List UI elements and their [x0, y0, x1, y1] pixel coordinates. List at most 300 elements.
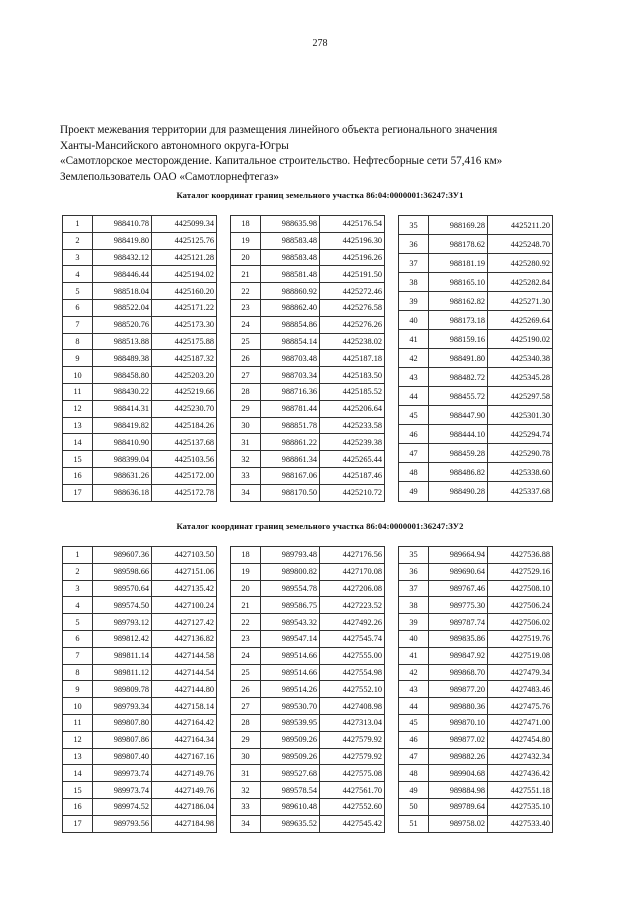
table-row: [399, 254, 553, 273]
point-number: 2: [63, 232, 93, 249]
y-coordinate: 4425185.52: [320, 383, 385, 400]
x-coordinate: 988173.18: [429, 311, 488, 330]
table-row: [231, 782, 385, 799]
table-row: [231, 417, 385, 434]
y-coordinate: 4425183.50: [320, 367, 385, 384]
table-row: [399, 406, 553, 425]
x-coordinate: 988432.12: [93, 249, 152, 266]
y-coordinate: 4425196.30: [320, 232, 385, 249]
point-number: 49: [399, 782, 429, 799]
point-number: 32: [231, 782, 261, 799]
point-number: 8: [63, 333, 93, 350]
coordinate-table: [230, 546, 385, 833]
coordinate-table: [62, 546, 217, 833]
point-number: 45: [399, 714, 429, 731]
table-row: [399, 368, 553, 387]
y-coordinate: 4427483.46: [488, 681, 553, 698]
table-row: [63, 367, 217, 384]
table-row: [399, 664, 553, 681]
x-coordinate: 989578.54: [261, 782, 320, 799]
table-row: [63, 333, 217, 350]
point-number: 45: [399, 406, 429, 425]
table-row: [399, 425, 553, 444]
y-coordinate: 4425248.70: [488, 235, 553, 254]
point-number: 48: [399, 463, 429, 482]
table-row: [63, 815, 217, 832]
y-coordinate: 4425099.34: [152, 216, 217, 233]
catalog-1-tables: [62, 215, 553, 502]
table-row: [399, 547, 553, 564]
table-row: [399, 731, 553, 748]
table-row: [399, 614, 553, 631]
y-coordinate: 4425340.38: [488, 349, 553, 368]
table-row: [231, 383, 385, 400]
x-coordinate: 988162.82: [429, 292, 488, 311]
point-number: 31: [231, 765, 261, 782]
table-row: [231, 664, 385, 681]
catalog-2-title: Каталог координат границ земельного участка 86:04:0000001:36247:ЗУ2: [176, 521, 464, 531]
table-row: [231, 597, 385, 614]
point-number: 10: [63, 367, 93, 384]
x-coordinate: 988170.50: [261, 484, 320, 501]
x-coordinate: 989547.14: [261, 630, 320, 647]
point-number: 25: [231, 333, 261, 350]
point-number: 39: [399, 292, 429, 311]
y-coordinate: 4425206.64: [320, 400, 385, 417]
table-row: [399, 349, 553, 368]
x-coordinate: 988419.80: [93, 232, 152, 249]
x-coordinate: 989811.14: [93, 647, 152, 664]
y-coordinate: 4427575.08: [320, 765, 385, 782]
table-row: [63, 765, 217, 782]
x-coordinate: 989904.68: [429, 765, 488, 782]
y-coordinate: 4427206.08: [320, 580, 385, 597]
x-coordinate: 988635.98: [261, 216, 320, 233]
point-number: 21: [231, 597, 261, 614]
table-row: [63, 451, 217, 468]
x-coordinate: 988490.28: [429, 482, 488, 501]
x-coordinate: 988636.18: [93, 484, 152, 501]
point-number: 38: [399, 273, 429, 292]
point-number: 35: [399, 216, 429, 235]
coordinate-table: [230, 215, 385, 502]
x-coordinate: 988430.22: [93, 383, 152, 400]
table-row: [63, 614, 217, 631]
x-coordinate: 989870.10: [429, 714, 488, 731]
coordinate-table: [62, 215, 217, 502]
point-number: 14: [63, 434, 93, 451]
point-number: 6: [63, 299, 93, 316]
x-coordinate: 988455.72: [429, 387, 488, 406]
y-coordinate: 4425272.46: [320, 283, 385, 300]
x-coordinate: 989610.48: [261, 798, 320, 815]
y-coordinate: 4427519.08: [488, 647, 553, 664]
y-coordinate: 4425265.44: [320, 451, 385, 468]
point-number: 13: [63, 417, 93, 434]
table-row: [63, 249, 217, 266]
x-coordinate: 988410.78: [93, 216, 152, 233]
table-row: [63, 698, 217, 715]
header-line-2: Ханты-Мансийского автономного округа-Югры: [60, 139, 289, 152]
y-coordinate: 4427313.04: [320, 714, 385, 731]
header-line-1: Проект межевания территории для размещения линейного объекта регионального значения: [60, 124, 498, 136]
point-number: 26: [231, 350, 261, 367]
y-coordinate: 4427164.42: [152, 714, 217, 731]
table-row: [231, 547, 385, 564]
point-number: 34: [231, 484, 261, 501]
x-coordinate: 988414.31: [93, 400, 152, 417]
x-coordinate: 989807.40: [93, 748, 152, 765]
y-coordinate: 4425187.32: [152, 350, 217, 367]
point-number: 19: [231, 232, 261, 249]
y-coordinate: 4425194.02: [152, 266, 217, 283]
table-row: [399, 235, 553, 254]
y-coordinate: 4427408.98: [320, 698, 385, 715]
y-coordinate: 4427552.60: [320, 798, 385, 815]
x-coordinate: 988489.38: [93, 350, 152, 367]
y-coordinate: 4427545.42: [320, 815, 385, 832]
x-coordinate: 989514.26: [261, 681, 320, 698]
point-number: 36: [399, 235, 429, 254]
point-number: 51: [399, 815, 429, 832]
y-coordinate: 4427519.76: [488, 630, 553, 647]
point-number: 43: [399, 681, 429, 698]
table-row: [63, 782, 217, 799]
y-coordinate: 4427167.16: [152, 748, 217, 765]
x-coordinate: 989527.68: [261, 765, 320, 782]
point-number: 16: [63, 798, 93, 815]
y-coordinate: 4425172.78: [152, 484, 217, 501]
x-coordinate: 989847.92: [429, 647, 488, 664]
table-row: [399, 292, 553, 311]
x-coordinate: 989868.70: [429, 664, 488, 681]
table-row: [63, 714, 217, 731]
x-coordinate: 988486.82: [429, 463, 488, 482]
x-coordinate: 988169.28: [429, 216, 488, 235]
point-number: 41: [399, 647, 429, 664]
table-row: [63, 748, 217, 765]
x-coordinate: 988716.36: [261, 383, 320, 400]
x-coordinate: 988703.48: [261, 350, 320, 367]
y-coordinate: 4427144.80: [152, 681, 217, 698]
table-row: [63, 383, 217, 400]
x-coordinate: 989514.66: [261, 647, 320, 664]
point-number: 42: [399, 664, 429, 681]
y-coordinate: 4427579.92: [320, 748, 385, 765]
point-number: 7: [63, 647, 93, 664]
table-row: [63, 547, 217, 564]
y-coordinate: 4425203.20: [152, 367, 217, 384]
y-coordinate: 4425176.54: [320, 216, 385, 233]
y-coordinate: 4427136.82: [152, 630, 217, 647]
point-number: 17: [63, 484, 93, 501]
coordinate-table: [398, 215, 553, 502]
y-coordinate: 4425187.18: [320, 350, 385, 367]
point-number: 3: [63, 580, 93, 597]
table-row: [399, 748, 553, 765]
x-coordinate: 988181.19: [429, 254, 488, 273]
table-row: [63, 266, 217, 283]
point-number: 43: [399, 368, 429, 387]
y-coordinate: 4427436.42: [488, 765, 553, 782]
point-number: 20: [231, 580, 261, 597]
x-coordinate: 988851.78: [261, 417, 320, 434]
y-coordinate: 4427479.34: [488, 664, 553, 681]
y-coordinate: 4425187.46: [320, 467, 385, 484]
x-coordinate: 989973.74: [93, 782, 152, 799]
point-number: 37: [399, 254, 429, 273]
page-number: 278: [312, 38, 328, 49]
table-row: [63, 798, 217, 815]
y-coordinate: 4427536.88: [488, 547, 553, 564]
table-row: [399, 714, 553, 731]
table-row: [231, 563, 385, 580]
x-coordinate: 989793.12: [93, 614, 152, 631]
x-coordinate: 988583.48: [261, 249, 320, 266]
x-coordinate: 989598.66: [93, 563, 152, 580]
point-number: 17: [63, 815, 93, 832]
table-row: [231, 698, 385, 715]
x-coordinate: 989789.64: [429, 798, 488, 815]
table-row: [231, 580, 385, 597]
y-coordinate: 4425173.30: [152, 316, 217, 333]
table-row: [63, 350, 217, 367]
y-coordinate: 4427149.76: [152, 782, 217, 799]
y-coordinate: 4427554.98: [320, 664, 385, 681]
y-coordinate: 4425297.58: [488, 387, 553, 406]
table-row: [231, 681, 385, 698]
point-number: 49: [399, 482, 429, 501]
y-coordinate: 4425103.56: [152, 451, 217, 468]
y-coordinate: 4425271.30: [488, 292, 553, 311]
point-number: 6: [63, 630, 93, 647]
point-number: 46: [399, 425, 429, 444]
y-coordinate: 4427551.18: [488, 782, 553, 799]
x-coordinate: 988159.16: [429, 330, 488, 349]
y-coordinate: 4425175.88: [152, 333, 217, 350]
y-coordinate: 4425160.20: [152, 283, 217, 300]
x-coordinate: 989543.32: [261, 614, 320, 631]
point-number: 9: [63, 681, 93, 698]
table-row: [63, 467, 217, 484]
x-coordinate: 988631.26: [93, 467, 152, 484]
y-coordinate: 4425137.68: [152, 434, 217, 451]
y-coordinate: 4427533.40: [488, 815, 553, 832]
table-row: [399, 444, 553, 463]
point-number: 16: [63, 467, 93, 484]
table-row: [231, 216, 385, 233]
table-row: [63, 597, 217, 614]
point-number: 44: [399, 698, 429, 715]
x-coordinate: 989787.74: [429, 614, 488, 631]
point-number: 28: [231, 714, 261, 731]
x-coordinate: 989758.02: [429, 815, 488, 832]
catalog-1-title: Каталог координат границ земельного участка 86:04:0000001:36247:ЗУ1: [176, 190, 464, 200]
x-coordinate: 989880.36: [429, 698, 488, 715]
y-coordinate: 4425196.26: [320, 249, 385, 266]
header-line-4: Землепользователь ОАО «Самотлорнефтегаз»: [60, 170, 280, 183]
table-row: [399, 698, 553, 715]
point-number: 27: [231, 698, 261, 715]
y-coordinate: 4427144.54: [152, 664, 217, 681]
y-coordinate: 4425338.60: [488, 463, 553, 482]
y-coordinate: 4427170.08: [320, 563, 385, 580]
x-coordinate: 989586.75: [261, 597, 320, 614]
table-row: [399, 647, 553, 664]
table-row: [63, 232, 217, 249]
point-number: 30: [231, 417, 261, 434]
table-row: [231, 765, 385, 782]
y-coordinate: 4425345.28: [488, 368, 553, 387]
x-coordinate: 988419.82: [93, 417, 152, 434]
point-number: 9: [63, 350, 93, 367]
point-number: 42: [399, 349, 429, 368]
point-number: 23: [231, 630, 261, 647]
y-coordinate: 4425301.30: [488, 406, 553, 425]
x-coordinate: 989607.36: [93, 547, 152, 564]
y-coordinate: 4425239.38: [320, 434, 385, 451]
point-number: 20: [231, 249, 261, 266]
x-coordinate: 988781.44: [261, 400, 320, 417]
y-coordinate: 4425210.72: [320, 484, 385, 501]
table-row: [231, 367, 385, 384]
y-coordinate: 4425219.66: [152, 383, 217, 400]
y-coordinate: 4425184.26: [152, 417, 217, 434]
point-number: 30: [231, 748, 261, 765]
point-number: 24: [231, 316, 261, 333]
table-row: [399, 681, 553, 698]
x-coordinate: 989793.34: [93, 698, 152, 715]
y-coordinate: 4425230.70: [152, 400, 217, 417]
table-row: [63, 484, 217, 501]
x-coordinate: 989530.70: [261, 698, 320, 715]
point-number: 8: [63, 664, 93, 681]
coordinate-table: [398, 546, 553, 833]
point-number: 10: [63, 698, 93, 715]
table-row: [63, 299, 217, 316]
table-row: [399, 463, 553, 482]
table-row: [231, 467, 385, 484]
x-coordinate: 989835.86: [429, 630, 488, 647]
x-coordinate: 988446.44: [93, 266, 152, 283]
table-row: [399, 216, 553, 235]
y-coordinate: 4427176.56: [320, 547, 385, 564]
x-coordinate: 989807.80: [93, 714, 152, 731]
table-row: [399, 798, 553, 815]
x-coordinate: 989574.50: [93, 597, 152, 614]
x-coordinate: 989570.64: [93, 580, 152, 597]
point-number: 22: [231, 614, 261, 631]
point-number: 2: [63, 563, 93, 580]
table-row: [231, 748, 385, 765]
table-row: [399, 482, 553, 501]
y-coordinate: 4425337.68: [488, 482, 553, 501]
point-number: 22: [231, 283, 261, 300]
x-coordinate: 988444.10: [429, 425, 488, 444]
point-number: 37: [399, 580, 429, 597]
point-number: 15: [63, 782, 93, 799]
x-coordinate: 989800.82: [261, 563, 320, 580]
x-coordinate: 988459.28: [429, 444, 488, 463]
x-coordinate: 988482.72: [429, 368, 488, 387]
y-coordinate: 4425191.50: [320, 266, 385, 283]
point-number: 40: [399, 311, 429, 330]
table-row: [399, 273, 553, 292]
point-number: 29: [231, 731, 261, 748]
y-coordinate: 4427135.42: [152, 580, 217, 597]
x-coordinate: 988861.22: [261, 434, 320, 451]
table-row: [399, 815, 553, 832]
x-coordinate: 989539.95: [261, 714, 320, 731]
y-coordinate: 4427471.00: [488, 714, 553, 731]
point-number: 29: [231, 400, 261, 417]
x-coordinate: 989793.48: [261, 547, 320, 564]
table-row: [63, 434, 217, 451]
table-row: [399, 630, 553, 647]
x-coordinate: 988862.40: [261, 299, 320, 316]
table-row: [231, 316, 385, 333]
y-coordinate: 4427149.76: [152, 765, 217, 782]
point-number: 3: [63, 249, 93, 266]
table-row: [63, 647, 217, 664]
point-number: 34: [231, 815, 261, 832]
x-coordinate: 989514.66: [261, 664, 320, 681]
x-coordinate: 989509.26: [261, 748, 320, 765]
x-coordinate: 988165.10: [429, 273, 488, 292]
point-number: 4: [63, 597, 93, 614]
y-coordinate: 4427158.14: [152, 698, 217, 715]
y-coordinate: 4427164.34: [152, 731, 217, 748]
catalog-2-tables: [62, 546, 553, 833]
x-coordinate: 988520.76: [93, 316, 152, 333]
x-coordinate: 988447.90: [429, 406, 488, 425]
point-number: 44: [399, 387, 429, 406]
point-number: 40: [399, 630, 429, 647]
y-coordinate: 4427492.26: [320, 614, 385, 631]
point-number: 38: [399, 597, 429, 614]
x-coordinate: 988703.34: [261, 367, 320, 384]
table-row: [399, 765, 553, 782]
y-coordinate: 4427186.04: [152, 798, 217, 815]
x-coordinate: 988513.88: [93, 333, 152, 350]
x-coordinate: 989973.74: [93, 765, 152, 782]
point-number: 50: [399, 798, 429, 815]
y-coordinate: 4425121.28: [152, 249, 217, 266]
document-header: [60, 123, 620, 185]
point-number: 7: [63, 316, 93, 333]
point-number: 33: [231, 798, 261, 815]
y-coordinate: 4425190.02: [488, 330, 553, 349]
y-coordinate: 4427555.00: [320, 647, 385, 664]
y-coordinate: 4425294.74: [488, 425, 553, 444]
point-number: 41: [399, 330, 429, 349]
point-number: 19: [231, 563, 261, 580]
x-coordinate: 988518.04: [93, 283, 152, 300]
point-number: 4: [63, 266, 93, 283]
table-row: [63, 664, 217, 681]
y-coordinate: 4425233.58: [320, 417, 385, 434]
table-row: [399, 597, 553, 614]
table-row: [63, 580, 217, 597]
point-number: 11: [63, 714, 93, 731]
y-coordinate: 4427475.76: [488, 698, 553, 715]
y-coordinate: 4427454.80: [488, 731, 553, 748]
point-number: 32: [231, 451, 261, 468]
point-number: 46: [399, 731, 429, 748]
y-coordinate: 4425276.58: [320, 299, 385, 316]
y-coordinate: 4427432.34: [488, 748, 553, 765]
x-coordinate: 989690.64: [429, 563, 488, 580]
